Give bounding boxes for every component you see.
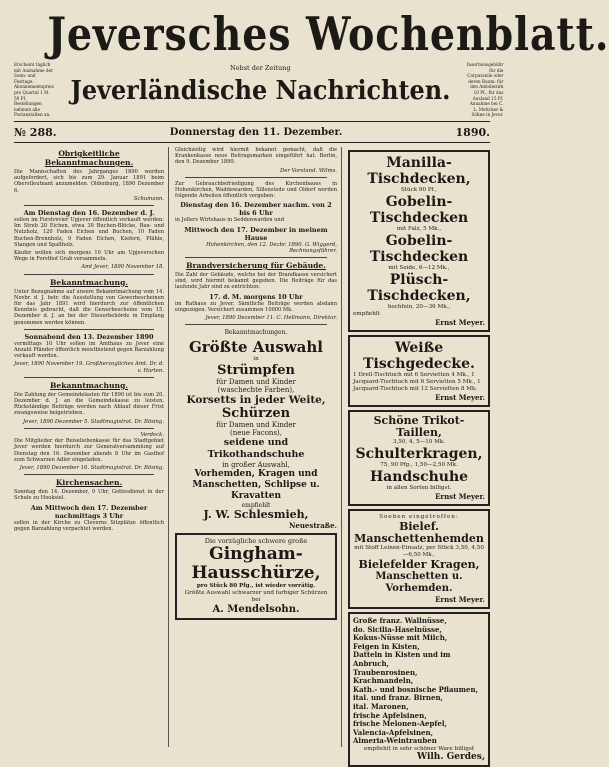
- list-item: Feigen in Kisten,: [353, 641, 420, 651]
- ad-merchant: Ernst Meyer.: [435, 595, 485, 604]
- notice-heading: Am Dienstag den 16. Dezember d. J.: [23, 209, 155, 218]
- notice-signature: Amt Jever, 1890 November 18.: [81, 264, 164, 271]
- ad-merchant: Ernst Meyer.: [435, 318, 485, 327]
- ad-headline: Größte Auswahl: [188, 338, 324, 357]
- notice-text: sollen in der Kirche zu Cleverns Sitzplätze öffentlich gegen Barzahlung verpachtet werden.: [14, 519, 164, 532]
- ad-item: Korsetts in jeder Weite,: [186, 394, 326, 407]
- columns: [14, 147, 490, 762]
- divider: [24, 205, 154, 206]
- ad-headline: Manilla-Tischdecken,: [367, 155, 471, 187]
- ad-headline: Weiße Tischgedecke.: [363, 340, 475, 372]
- ad-text: 1 Drell-Tischtuch mit 6 Servietten 4 Mk., 1 Jacquard-Tischtuch mit 6 Servietten 5 Mk., 1 Jacquard-Tischtuch mit 12 Servietten 8 Mk.: [353, 372, 481, 392]
- ad-headline: Gobelin-Tischdecken: [369, 194, 469, 226]
- list-item: Kath.- und bosnische Pflaumen,: [353, 684, 479, 694]
- list-item: Datteln in Kisten und im Anbruch,: [353, 650, 451, 668]
- ad-headline: Handschuhe: [369, 469, 469, 485]
- ad-text: Die vorzügliche schwere große: [204, 537, 308, 546]
- ad-headline: Bielefelder Kragen,: [358, 558, 480, 571]
- issue-year: 1890.: [455, 125, 490, 139]
- ad-text: für Damen und Kinder: [216, 378, 296, 387]
- ad-text: empfiehlt in sehr schöner Ware billigst: [363, 745, 475, 752]
- ad-merchant: J. W. Schlesmieh,: [203, 508, 309, 522]
- divider: [24, 474, 154, 475]
- divider: [24, 274, 154, 275]
- list-item: Traubenrosinen,: [353, 667, 418, 677]
- notice-signature: Hohenkirchen, den 12. Dezbr. 1890. G. Wiggerd, Rechnungsführer.: [206, 241, 337, 254]
- notice-signature: Der Vorstand. Wilms.: [280, 167, 337, 174]
- notice-text: Die Zahl der Gebäude, welche bei der Brandkasse versichert sind, wird hiermit bekannt gegeben. Die Beiträge für das laufende Jahr sind zu entrichten:: [175, 272, 337, 291]
- ad-text: mit Falz, 5 Mk.,: [396, 226, 442, 232]
- masthead-title: Jeversches Wochenblatt.: [47, 7, 609, 61]
- ad-headline: Gingham-: [209, 544, 303, 565]
- ad-text: in: [253, 356, 259, 363]
- ad-text: Soeben eingetroffen:: [379, 514, 459, 520]
- divider: [24, 428, 154, 429]
- ad-headline: Manschetten u. Vorhemden.: [375, 571, 463, 594]
- notice-text: sollen im Forstrevier Upjever öffentlich verkauft werden: Im Streb 20 Eichen, etwa 30 Buchen-Blöcke, Bau- und Nutzholz, 120 Faden Eichen und Buchen, 10 Faden Buchen-Brennholz, 9 Faden Eichen, Kiefern, Pfähle, Stangen und Spaltholz.: [14, 217, 164, 248]
- subscription-note: Erscheint täglich mit Ausnahme der Sonn- und Festtage. Abonnementspreis pro Quartal 1 M. 50 Pf. Bestellungen nehmen alle Postanstalten an.: [14, 62, 54, 118]
- ad-item: seidene und Trikothandschuhe: [207, 437, 305, 461]
- issue-number: № 288.: [14, 125, 57, 139]
- notice-signature: Jever, 1890 Dezember 16. Stadtmagistrat. Dr. Bösing.: [19, 464, 164, 471]
- ad-text: hochfein, 20—36 Mk.,: [387, 304, 451, 310]
- ad-text: in allen Sorten billigst.: [386, 485, 452, 491]
- section-heading: Brandversicherung für Gebäude.: [186, 261, 326, 271]
- advertisement-manschettenhemden: [348, 509, 490, 609]
- list-item: do. Sicilia-Haselnüsse,: [353, 624, 442, 634]
- ad-item: Strümpfen: [217, 363, 295, 379]
- notice-label: Verdeck.: [140, 431, 164, 438]
- list-item: Kokus-Nüsse mit Milch,: [353, 633, 448, 643]
- issue-date: Donnerstag den 11. Dezember.: [169, 126, 343, 138]
- ad-text: empfiehlt: [353, 311, 380, 317]
- list-item: frische Apfelsinen,: [353, 710, 427, 720]
- notice-text: Die Zahlung der Gemeindelasten für 1890 ist bis zum 20. Dezember d. J. an die Gemeindekasse zu leisten. Rückständige Beiträge werden nach Ablauf dieser Frist zwangsweise beigetrieben.: [14, 391, 164, 417]
- column-2: [175, 147, 342, 747]
- ad-headline: Hausschürze,: [191, 563, 321, 584]
- notice-signature: Jever, 1890 Dezember 5. Stadtmagistrat. Dr. Bösing.: [23, 418, 164, 425]
- ad-item: Schürzen: [221, 406, 291, 422]
- notice-text: in Jollers Wirtshaus in Seddenwarden und: [175, 217, 284, 224]
- divider: [185, 177, 327, 178]
- ad-text: (neue Facons),: [229, 429, 282, 438]
- ad-headline: Bielef. Manschettenhemden: [354, 520, 484, 545]
- ad-headline: Schulterkragen,: [355, 446, 483, 462]
- section-heading: Obrigkeitliche Bekanntmachungen.: [44, 149, 134, 167]
- advertising-note: Insertionsgebühr für die Corpuszeile oder deren Raum: für den Amtsbezirk 10 Pf., für das Ausland 15 Pf. Annahme bei C. L. Mettcker & Söhne in Jever.: [466, 62, 504, 118]
- notice-signature: Jever, 1890 November 19. Großherzogliches Amt. Dr. d. v. Harten.: [14, 361, 164, 374]
- list-item: Große franz. Wallnüsse,: [353, 616, 447, 625]
- notice-heading: 17. d. M. morgens 10 Uhr: [209, 292, 303, 301]
- ad-address: Neuestraße.: [288, 521, 337, 531]
- ad-text: mit Seide, 6—12 Mk.,: [388, 265, 450, 271]
- divider: [185, 324, 327, 325]
- ad-text: in großer Auswahl,: [222, 461, 290, 470]
- list-item: ital. und franz. Birnen,: [353, 693, 443, 703]
- section-heading: Bekanntmachung.: [49, 380, 129, 390]
- notice-heading: Sonnabend den 13. Dezember 1890: [24, 332, 154, 341]
- section-heading: Kirchensachen.: [55, 478, 123, 488]
- ad-text: (waschechte Farben),: [217, 386, 295, 395]
- advertisement-taillen: [348, 410, 490, 506]
- list-item: Krachmandeln,: [353, 676, 414, 686]
- notice-text: im Rathaus zu Jever. Sämtliche Beiträge werden alsdann eingezogen. Versichert zusammen 10000 Mk.: [175, 300, 337, 313]
- notice-text: Käufer wollen sich morgens 10 Uhr am Upjeverschen Wege in Forsthof Grab versammeln.: [14, 250, 164, 263]
- section-heading: Bekanntmachungen.: [224, 329, 288, 337]
- notice-heading: Am Mittwoch den 17. Dezember nachmittags 3 Uhr: [30, 503, 148, 520]
- advertisement-gerdes: [348, 612, 490, 767]
- divider: [24, 329, 154, 330]
- supplement-title: Jeverländische Nachrichten.: [70, 76, 451, 106]
- ad-merchant: Wilh. Gerdes,: [417, 751, 485, 762]
- ad-text: pro Stück 80 Pfg., ist wieder vorrätig.: [196, 583, 316, 590]
- list-item: Almeria-Weintrauben: [353, 736, 437, 746]
- divider: [24, 377, 154, 378]
- list-item: frische Melonen-Aepfel,: [353, 719, 447, 729]
- notice-signature: Schumann.: [133, 195, 164, 202]
- dateline: [14, 121, 490, 143]
- ad-text: Stück 90 Pf.,: [400, 187, 438, 193]
- ad-headline: Plüsch-Tischdecken,: [367, 272, 471, 304]
- divider: [185, 257, 327, 258]
- ad-text: empfiehlt: [241, 502, 271, 510]
- notice-text: Gleichzeitig wird hiermit bekannt gemacht, daß die Krankenkasse neue Beitragsmarken eingeführt hat. Berlin, den 9. Dezember 1890.: [175, 147, 337, 166]
- ad-headline: Schöne Trikot-Taillen,: [373, 414, 465, 439]
- ad-merchant: Ernst Meyer.: [435, 393, 485, 402]
- subhead: [14, 62, 504, 120]
- subhead-center: [54, 62, 467, 106]
- ad-text: 75, 90 Pfg., 1,50—2,50 Mk.: [380, 462, 458, 468]
- notice-text: Sonntag den 14. Dezember, 9 Uhr, Gottesdienst in der Schule zu Hooksiel.: [14, 489, 164, 502]
- ad-merchant: Ernst Meyer.: [435, 492, 485, 501]
- list-item: Valencia-Apfelsinen,: [353, 727, 434, 737]
- ad-text: für Damen und Kinder: [216, 421, 296, 430]
- notice-text: Die Mitglieder der Reiseliebenkasse für das Stadtgebiet Jever werden hierdurch zur Generalversammlung auf Dienstag den 16. Dezember abends 8 Uhr im Gasthof zum Schwarzen Adler eingeladen.: [14, 438, 164, 463]
- ad-headline: Gobelin-Tischdecken: [369, 233, 469, 265]
- notice-text: vormittags 10 Uhr sollen im Amthaus zu Jever eine Anzahl Pfänder öffentlich meistbietend gegen Barzahlung verkauft werden.: [14, 340, 164, 360]
- ad-merchant: A. Mendelsohn.: [212, 604, 300, 616]
- nebst-label: Nebst der Zeitung: [230, 64, 291, 72]
- advertisement-schlesmieh: [175, 339, 337, 530]
- notice-text: Die Mannschaften des Jahrganges 1890 werden aufgefordert, sich bis zum 29. Januar 1891 beim Oberstleutnant anzumelden. Oldenburg, 1890 Dezember 6.: [14, 169, 164, 194]
- notice-heading: Dienstag den 16. Dezember nachm. von 2 bis 6 Uhr: [180, 201, 332, 218]
- notice-signature: Jever, 1890 Dezember 11. C. Hellmann, Direktor.: [205, 315, 337, 322]
- notice-text: Unter Bezugnahme auf unsere Bekanntmachung vom 14. Novbr. d. J. betr. die Ausstellung von Gewerbescheinen für das Jahr 1891 wird hierdurch zur öffentlichen Kenntnis gebracht, daß die Gewerbescheine vom 15. Dezember d. J. an bei der Steuerbehörde in Empfang genommen werden können.: [14, 288, 164, 326]
- ad-item: Vorhemden, Kragen und Manschetten, Schlipse u. Kravatten: [192, 469, 320, 502]
- notice-text: Zur Gebrauchbefriedigung des Kirchenbaues in Hohenkirchen, Waddewarden, Sillenstede und Oldorf werden folgende Arbeiten öffentlich vergeben:: [175, 180, 337, 200]
- list-item: ital. Maronen,: [353, 701, 409, 711]
- column-3: [348, 147, 490, 762]
- column-1: [14, 147, 169, 747]
- advertisement-mendelsohn: [175, 533, 337, 620]
- product-list: [353, 617, 485, 746]
- advertisement-tischdecken: [348, 150, 490, 332]
- ad-text: mit Stoff Leinen-Einsatz, per Stück 3,50, 4,50—6,50 Mk.,: [354, 545, 484, 558]
- ad-text: 3,50, 4, 5—10 Mk.: [392, 439, 446, 445]
- ad-text: Größte Auswahl schwarzer und farbiger Schürzen bei: [184, 590, 328, 604]
- section-heading: Bekanntmachung.: [49, 277, 129, 287]
- notice-heading: Mittwoch den 17. Dezember in meinem Hause: [184, 225, 328, 242]
- advertisement-tischgedecke: [348, 335, 490, 407]
